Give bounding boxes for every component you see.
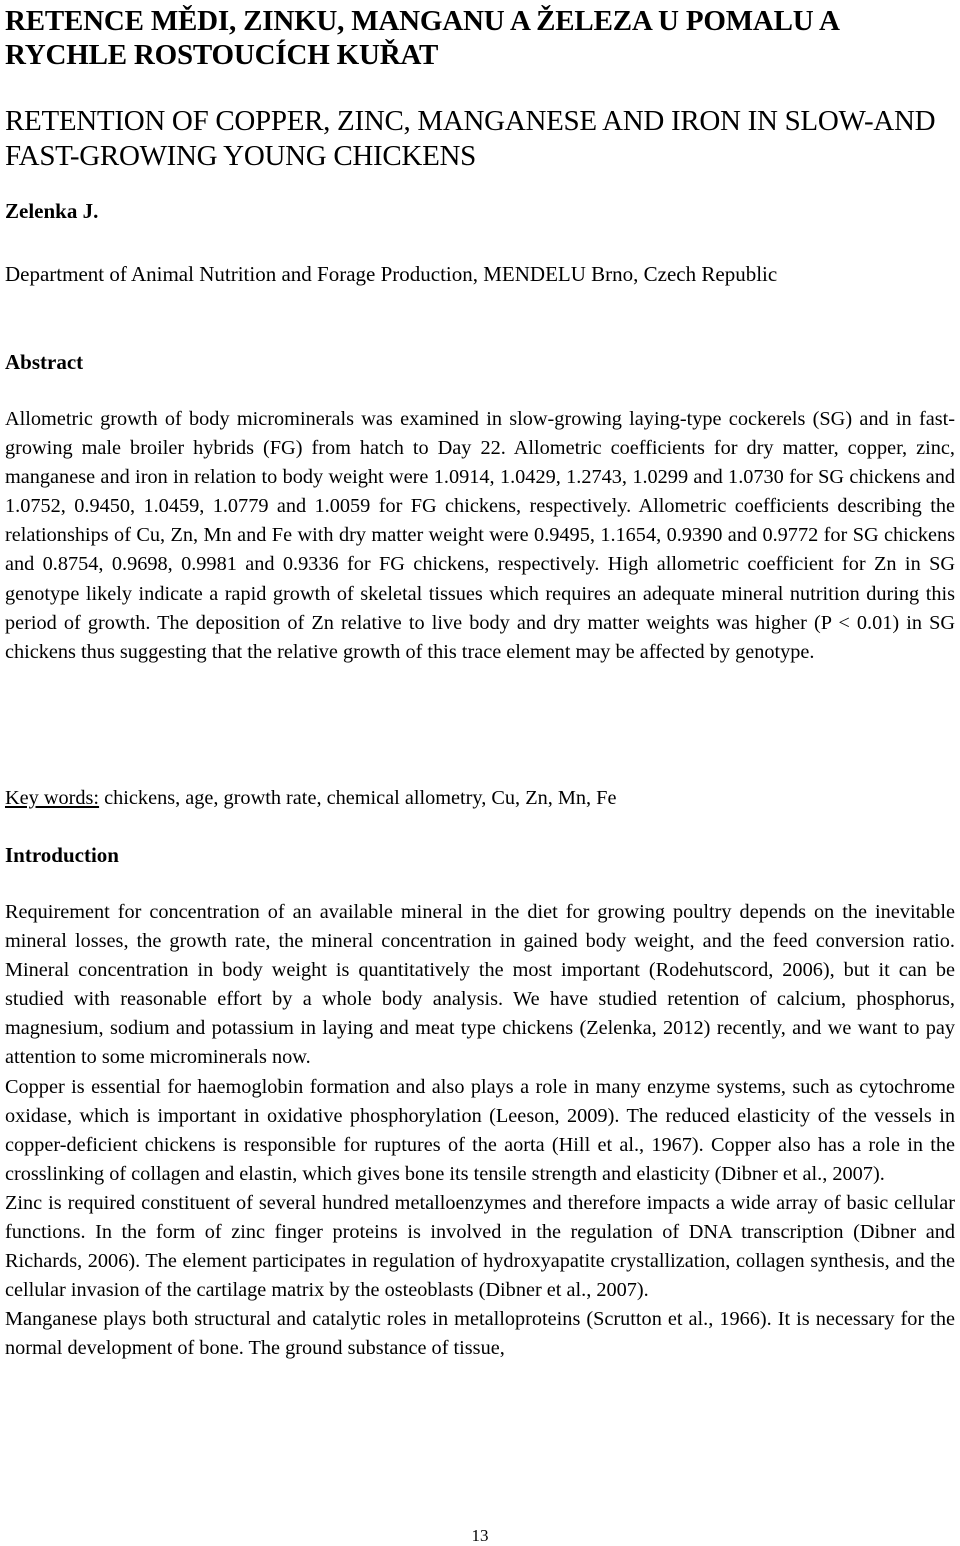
- page-number: 13: [471, 1526, 489, 1545]
- introduction-paragraph: Zinc is required constituent of several hundred metalloenzymes and therefore impacts a wide array of basic cellular functions. In the form of zinc finger proteins is involved in the regulation of DNA transcription (Dibner and Richards, 2006). The element participates in regulation of hydroxyapatite crystallization, collagen synthesis, and the cellular invasion of the cartilage matrix by the osteoblasts (Dibner et al., 2007).: [5, 1191, 955, 1302]
- affiliation: Department of Animal Nutrition and Forage Production, MENDELU Brno, Czech Republic: [5, 262, 778, 286]
- introduction-heading: Introduction: [5, 843, 119, 867]
- title-czech: RETENCE MĚDI, ZINKU, MANGANU A ŽELEZA U POMALU A RYCHLE ROSTOUCÍCH KUŘAT: [5, 5, 839, 71]
- abstract-heading: Abstract: [5, 350, 84, 374]
- introduction-paragraph: Manganese plays both structural and catalytic roles in metalloproteins (Scrutton et al., 1966). It is necessary for the normal development of bone. The ground substance of tissue,: [5, 1308, 955, 1360]
- introduction-paragraph: Requirement for concentration of an available mineral in the diet for growing poultry depends on the inevitable mineral losses, the growth rate, the mineral concentration in gained body weight, and the feed conversion ratio. Mineral concentration in body weight is quantitatively the most important (Rodehutscord, 2006), but it can be studied with reasonable effort by a whole body analysis. We have studied retention of calcium, phosphorus, magnesium, sodium and potassium in laying and meat type chickens (Zelenka, 2012) recently, and we want to pay attention to some microminerals now.: [5, 901, 955, 1069]
- author: Zelenka J.: [5, 199, 99, 223]
- introduction-paragraph: Copper is essential for haemoglobin formation and also plays a role in many enzyme systems, such as cytochrome oxidase, which is important in oxidative phosphorylation (Leeson, 2009). The reduced elasticity of the vessels in copper-deficient chickens is responsible for ruptures of the aorta (Hill et al., 1967). Copper also has a role in the crosslinking of collagen and elastin, which gives bone its tensile strength and elasticity (Dibner et al., 2007).: [5, 1075, 955, 1185]
- title-english: RETENTION OF COPPER, ZINC, MANGANESE AND IRON IN SLOW-AND FAST-GROWING YOUNG CHICKENS: [5, 105, 936, 172]
- keywords-label: Key words:: [5, 787, 100, 809]
- keywords-text: chickens, age, growth rate, chemical allometry, Cu, Zn, Mn, Fe: [99, 787, 617, 809]
- introduction-body: [5, 898, 955, 1364]
- abstract-text: Allometric growth of body microminerals was examined in slow-growing laying-type cockerels (SG) and in fast-growing male broiler hybrids (FG) from hatch to Day 22. Allometric coefficients for dry matter, copper, zinc, manganese and iron in relation to body weight were 1.0914, 1.0429, 1.2743, 1.0299 and 1.0730 for SG chickens and 1.0752, 0.9450, 1.0459, 1.0779 and 1.0059 for FG chickens, respectively. Allometric coefficients describing the relationships of Cu, Zn, Mn and Fe with dry matter weight were 0.9495, 1.1654, 0.9390 and 0.9772 for SG chickens and 0.8754, 0.9698, 0.9981 and 0.9336 for FG chickens, respectively. High allometric coefficient for Zn in SG genotype likely indicate a rapid growth of skeletal tissues which requires an adequate mineral nutrition during this period of growth. The deposition of Zn relative to live body and dry matter weights was higher (P < 0.01) in SG chickens thus suggesting that the relative growth of this trace element may be affected by genotype.: [5, 408, 955, 663]
- keywords: [5, 784, 955, 813]
